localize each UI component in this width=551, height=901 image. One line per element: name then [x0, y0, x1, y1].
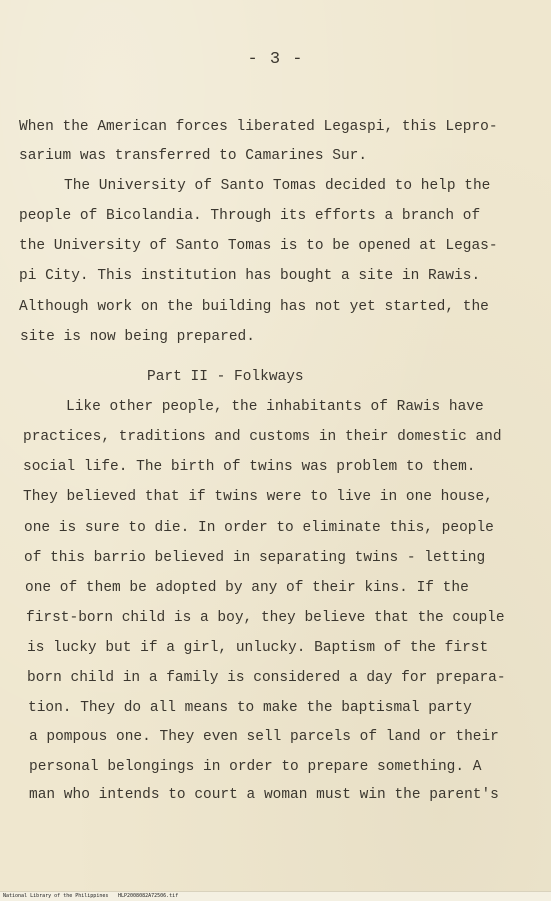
text-line: people of Bicolandia. Through its efforts a branch of [19, 208, 481, 224]
text-line: man who intends to court a woman must win the parent's [29, 787, 499, 803]
text-line: tion. They do all means to make the baptismal party [28, 700, 472, 716]
text-line: Like other people, the inhabitants of Rawis have [66, 399, 484, 415]
text-line: personal belongings in order to prepare something. A [29, 759, 482, 775]
text-line: born child in a family is considered a day for prepara- [27, 670, 506, 686]
text-line: one is sure to die. In order to eliminate this, people [24, 520, 494, 536]
text-line: practices, traditions and customs in their domestic and [23, 429, 502, 445]
text-line: a pompous one. They even sell parcels of land or their [29, 729, 499, 745]
text-line: pi City. This institution has bought a site in Rawis. [19, 268, 481, 284]
text-line: of this barrio believed in separating twins - letting [24, 550, 486, 566]
text-line: first-born child is a boy, they believe that the couple [26, 610, 505, 626]
text-line: The University of Santo Tomas decided to help the [64, 178, 491, 194]
text-line: They believed that if twins were to live in one house, [23, 489, 493, 505]
section-heading: Part II - Folkways [147, 369, 304, 385]
text-line: sarium was transferred to Camarines Sur. [19, 148, 368, 164]
text-line: the University of Santo Tomas is to be opened at Legas- [19, 238, 498, 254]
text-line: is lucky but if a girl, unlucky. Baptism of the first [27, 640, 489, 656]
page-number: - 3 - [247, 50, 304, 69]
text-line: When the American forces liberated Legaspi, this Lepro- [19, 119, 498, 135]
text-line: Although work on the building has not yet started, the [19, 299, 489, 315]
text-line: one of them be adopted by any of their kins. If the [25, 580, 469, 596]
text-line: site is now being prepared. [20, 329, 255, 345]
text-line: social life. The birth of twins was problem to them. [23, 459, 476, 475]
footer-file-id: HLP2008082A72506.tif [118, 893, 179, 899]
footer-library-name: National Library of the Philippines [3, 893, 109, 899]
